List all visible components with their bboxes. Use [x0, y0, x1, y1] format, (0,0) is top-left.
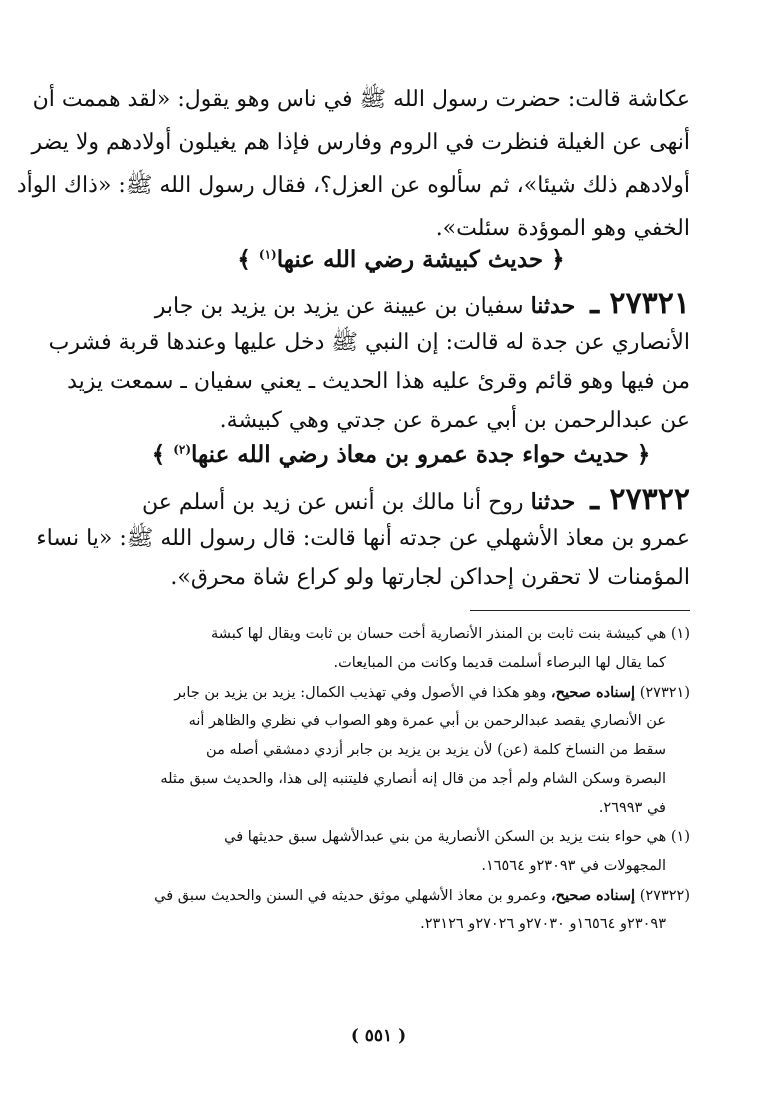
footnote-marker: (١): [670, 829, 690, 845]
hadith-27322: [36, 480, 690, 597]
footnote-text: وعمرو بن معاذ الأشهلي موثق حديثه في السنن والحديث سبق في: [154, 888, 547, 904]
text-line: أولادهم ذلك شيئا»، ثم سألوه عن العزل؟، فقال رسول الله ﷺ: «ذاك الوأد: [16, 173, 690, 198]
text-line: المؤمنات لا تحقرن إحداكن لجارتها ولو كراع شاة محرق».: [170, 565, 690, 590]
section-heading-kubaysha: [112, 240, 690, 280]
footnote-line: ٢٣٠٩٣و ١٦٥٦٤و ٢٧٠٣٠و ٢٧٠٢٦و ٢٣١٢٦.: [420, 916, 666, 932]
footnote-text: وهو هكذا في الأصول وفي تهذيب الكمال: يزيد بن يزيد بن جابر: [174, 685, 547, 701]
text-line: عكاشة قالت: حضرت رسول الله ﷺ في ناس وهو يقول: «لقد هممت أن: [32, 87, 690, 112]
text-line: عمرو بن معاذ الأشهلي عن جدته أنها قالت: قال رسول الله ﷺ: «يا نساء: [36, 526, 690, 551]
hadith-27321: [48, 284, 690, 440]
heading-text: ﴿ حديث حواء جدة عمرو بن معاذ رضي الله عنها: [191, 441, 651, 468]
hadith-first-line: [112, 284, 690, 323]
hadith-first-line: [112, 480, 690, 519]
footnote-line: [112, 620, 690, 649]
heading-text: ﴿ حديث كبيشة رضي الله عنها: [276, 246, 565, 273]
footnote-marker: (٢٧٣٢٢): [639, 888, 690, 904]
footnote-line: [112, 678, 690, 707]
footnote-line: في ٢٦٩٩٣.: [598, 800, 666, 816]
footnote-line: سقط من النساخ كلمة (عن) لأن يزيد بن يزيد بن جابر أزدي دمشقي أصله من: [206, 742, 666, 758]
footnote-line: البصرة وسكن الشام ولم أجد من قال إنه أنصاري فليتنبه إلى هذا، والحديث سبق مثله: [160, 771, 666, 787]
hadith-lead: حدثنا: [530, 293, 576, 319]
footnote-text: هي كبيشة بنت ثابت بن المنذر الأنصارية أخت حسان بن ثابت ويقال لها كبشة: [211, 626, 667, 642]
footnote-ref: (٢): [173, 442, 192, 457]
footnote-text: هي حواء بنت يزيد بن السكن الأنصارية من بني عبدالأشهل سبق حديثها في: [224, 829, 667, 845]
heading-bracket: ﴾: [151, 441, 166, 468]
hadith-lead: حدثنا: [530, 489, 576, 515]
footnote-ref: (١): [258, 247, 277, 262]
footnote-line: عن الأنصاري يقصد عبدالرحمن بن أبي عمرة وهو الصواب في نظري والظاهر أنه: [188, 713, 666, 729]
hadith-number: ٢٧٣٢٢ ـ: [590, 482, 690, 517]
footnote-line: المجهولات في ٢٣٠٩٣و ١٦٥٦٤.: [481, 858, 666, 874]
text-line: من فيها وهو قائم وقرئ عليه هذا الحديث ـ يعني سفيان ـ سمعت يزيد: [67, 369, 690, 394]
footnote-line: كما يقال لها البرصاء أسلمت قديما وكانت من المبايعات.: [333, 655, 666, 671]
text-line: الخفي وهو الموؤدة سئلت».: [435, 216, 690, 241]
footnote-line: [112, 823, 690, 852]
hadith-text: سفيان بن عيينة عن يزيد بن يزيد بن جابر: [154, 294, 524, 319]
section-heading-hawwa: [112, 435, 690, 475]
footnotes: [112, 620, 690, 939]
hadith-number: ٢٧٣٢١ ـ: [590, 286, 690, 321]
heading-bracket: ﴾: [237, 246, 251, 273]
footnote-grade: إسناده صحيح،: [550, 887, 636, 904]
footnote-divider: [470, 610, 690, 611]
page-number: ( ٥٥١ ): [350, 1026, 407, 1046]
footnote-grade: إسناده صحيح،: [550, 684, 636, 701]
footnote-marker: (٢٧٣٢١): [639, 685, 690, 701]
footnote-line: [112, 881, 690, 910]
text-line: الأنصاري عن جدة له قالت: إن النبي ﷺ دخل عليها وعندها قربة فشرب: [48, 330, 690, 355]
text-line: عن عبدالرحمن بن أبي عمرة عن جدتي وهي كبيشة.: [219, 408, 690, 433]
hadith-text: روح أنا مالك بن أنس عن زيد بن أسلم عن: [141, 490, 524, 515]
footnote-marker: (١): [670, 626, 690, 642]
text-line: أنهى عن الغيلة فنظرت في الروم وفارس فإذا هم يغيلون أولادهم ولا يضر: [31, 130, 690, 155]
continued-hadith-text: [16, 78, 690, 250]
